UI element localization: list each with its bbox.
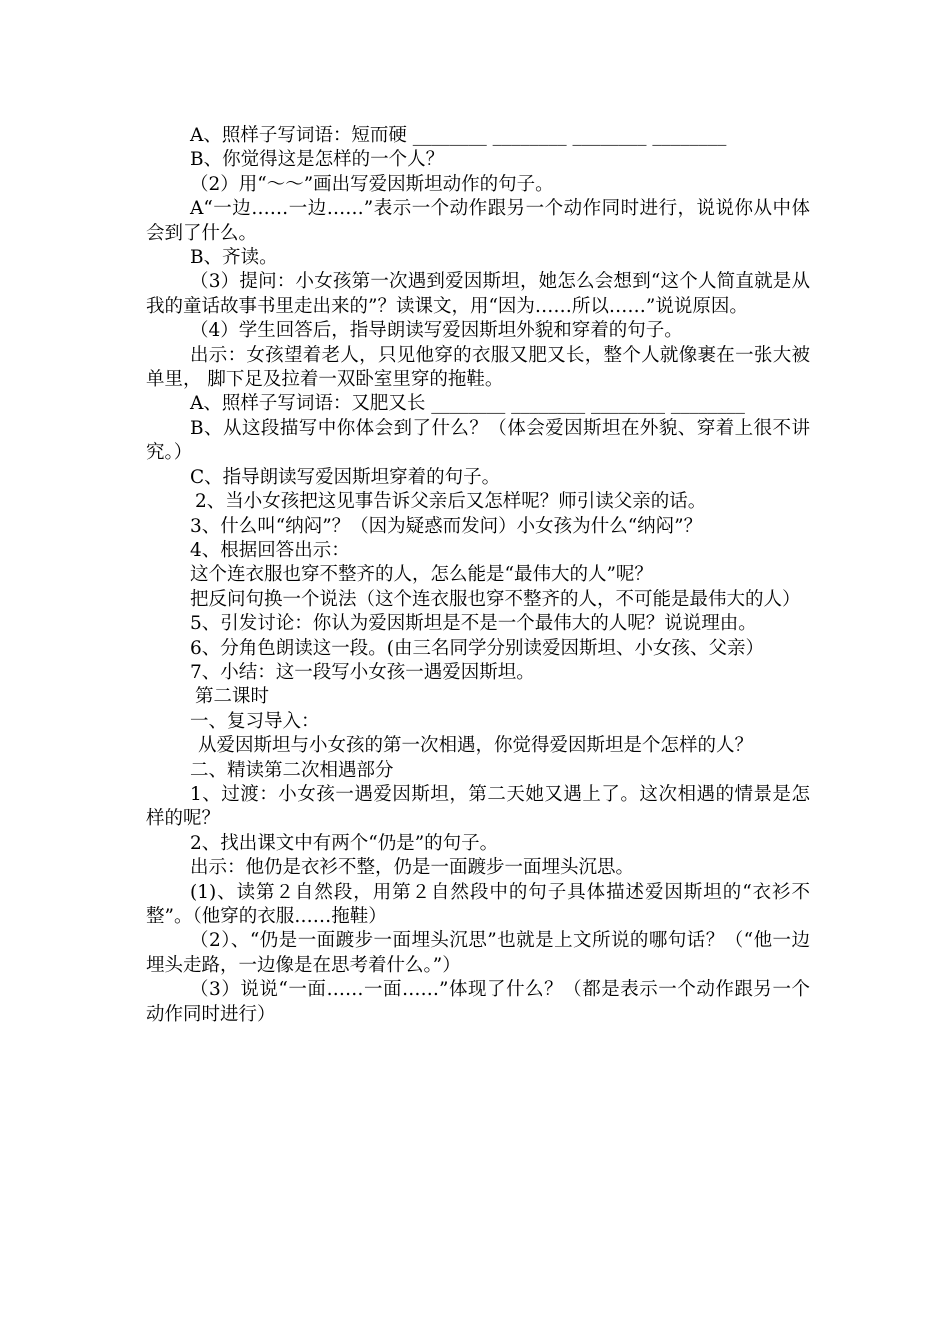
paragraph-15: 这个连衣服也穿不整齐的人，怎么能是“最伟大的人”呢？ [190, 564, 653, 586]
paragraph-23: 出示：他仍是衣衫不整，仍是一面踱步一面埋头沉思。 [190, 857, 635, 879]
paragraph-26: （3）说说“一面……一面……”体现了什么？（都是表示一个动作跟另一个动作同时进行） [146, 979, 810, 1025]
paragraph-9: A、照样子写词语：又肥又长 ________ ________ ________ ________ [190, 393, 745, 415]
paragraph-5: B、齐读。 [190, 247, 278, 269]
paragraph-3: （2）用“～～”画出写爱因斯坦动作的句子。 [190, 173, 554, 195]
lesson-heading: 第二课时 [195, 686, 270, 708]
paragraph-20: 从爱因斯坦与小女孩的第一次相遇，你觉得爱因斯坦是个怎样的人？ [198, 735, 754, 757]
paragraph-6: （3）提问：小女孩第一次遇到爱因斯坦，她怎么会想到“这个人简直就是从我的童话故事书里走出来的”？读课文，用“因为……所以……”说说原因。 [146, 271, 810, 317]
paragraph-24: (1)、读第２自然段，用第２自然段中的句子具体描述爱因斯坦的“衣衫不整”。（他穿的衣服……拖鞋） [146, 881, 810, 927]
section-heading-1: 一、复习导入： [190, 710, 320, 732]
paragraph-13: 3、什么叫“纳闷”？（因为疑惑而发问）小女孩为什么“纳闷”？ [190, 515, 703, 537]
paragraph-25: （2）、“仍是一面踱步一面埋头沉思”也就是上文所说的哪句话？（“他一边埋头走路，一边像是在思考着什么。”） [146, 930, 810, 976]
paragraph-17: 5、引发讨论：你认为爱因斯坦是不是一个最伟大的人呢？说说理由。 [190, 613, 757, 635]
paragraph-4: A“一边……一边……”表示一个动作跟另一个动作同时进行，说说你从中体会到了什么。 [146, 198, 810, 244]
paragraph-16: 把反问句换一个说法（这个连衣服也穿不整齐的人，不可能是最伟大的人） [190, 588, 801, 610]
paragraph-7: （4）学生回答后，指导朗读写爱因斯坦外貌和穿着的句子。 [190, 320, 683, 342]
paragraph-1: A、照样子写词语：短而硬 ________ ________ ________ ________ [190, 125, 727, 146]
paragraph-2: B、你觉得这是怎样的一个人？ [190, 149, 445, 171]
paragraph-10: B、从这段描写中你体会到了什么？（体会爱因斯坦在外貌、穿着上很不讲究。） [146, 417, 810, 464]
paragraph-11: C、指导朗读写爱因斯坦穿着的句子。 [190, 466, 501, 488]
paragraph-18: 6、分角色朗读这一段。(由三名同学分别读爱因斯坦、小女孩、父亲） [190, 637, 764, 659]
paragraph-19: 7、小结：这一段写小女孩一遇爱因斯坦。 [190, 661, 535, 683]
paragraph-21: 1、过渡：小女孩一遇爱因斯坦，第二天她又遇上了。这次相遇的情景是怎样的呢？ [146, 783, 810, 830]
section-heading-2: 二、精读第二次相遇部分 [190, 759, 394, 781]
paragraph-14: 4、根据回答出示： [190, 539, 350, 561]
document-page [146, 124, 810, 1027]
paragraph-8: 出示：女孩望着老人，只见他穿的衣服又肥又长，整个人就像裹在一张大被单里， 脚下足及拉着一双卧室里穿的拖鞋。 [146, 344, 810, 391]
paragraph-12: 2、当小女孩把这见事告诉父亲后又怎样呢？师引读父亲的话。 [195, 491, 707, 513]
paragraph-22: 2、找出课文中有两个“仍是”的句子。 [190, 832, 499, 854]
